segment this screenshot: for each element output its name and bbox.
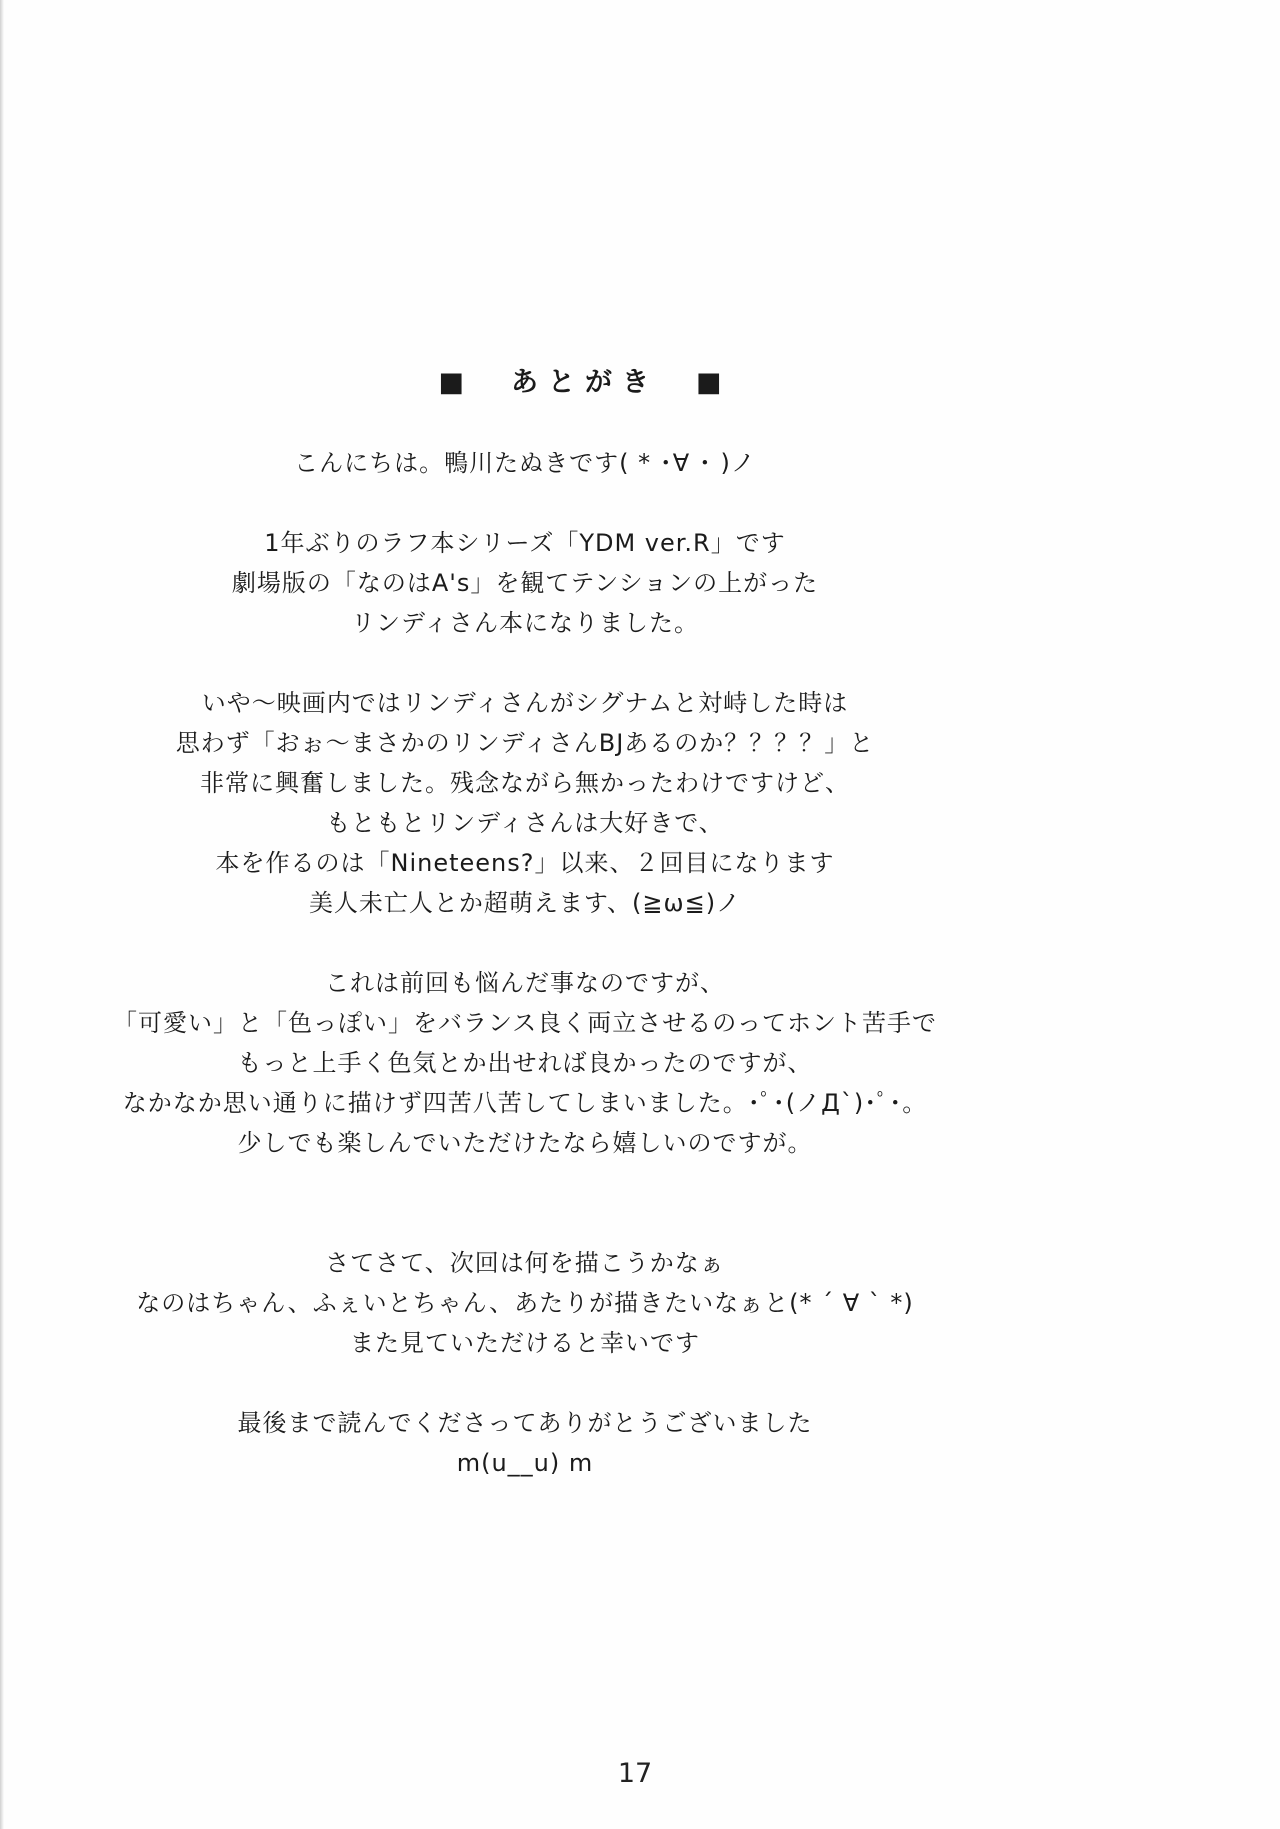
text-line: もっと上手く色気とか出せれば良かったのですが、 (237, 1049, 813, 1077)
text-line: リンディさん本になりました。 (350, 609, 700, 637)
afterword-text (0, 443, 1050, 1483)
text-line: 少しでも楽しんでいただけたなら嬉しいのですが。 (237, 1129, 813, 1157)
text-line: 本を作るのは「Nineteens?」以来、２回目になります (215, 849, 835, 877)
afterword-content (0, 363, 1050, 1483)
text-line: 美人未亡人とか超萌えます、(≧ω≦)ノ (308, 889, 742, 917)
paragraph (0, 683, 1050, 923)
text-line: 最後まで読んでくださってありがとうございました (237, 1409, 813, 1437)
text-line: こんにちは。鴨川たぬきです( * ･∀ ･ )ノ (294, 449, 756, 477)
text-line: なかなか思い通りに描けず四苦八苦してしまいました。･ﾟ･(ノД`)･ﾟ･。 (122, 1089, 928, 1117)
paragraph (0, 443, 1050, 483)
text-line: いや～映画内ではリンディさんがシグナムと対峙した時は (201, 689, 849, 717)
page-title: ■ あとがき ■ (438, 367, 732, 398)
text-line: 劇場版の「なのはA's」を観てテンションの上がった (231, 569, 819, 597)
text-line: 1年ぶりのラフ本シリーズ「YDM ver.R」です (264, 529, 786, 557)
text-line: また見ていただけると幸いです (350, 1329, 700, 1357)
text-line: m(u__u) m (456, 1449, 594, 1477)
text-line: 「可愛い」と「色っぽい」をバランス良く両立させるのってホント苦手で (112, 1009, 938, 1037)
paragraph (0, 523, 1050, 643)
page-number: 17 (617, 1758, 653, 1789)
text-line: なのはちゃん、ふぇいとちゃん、あたりが描きたいなぁと(* ´ ∀ ` *) (136, 1289, 914, 1317)
paragraph (0, 1243, 1050, 1363)
paragraph (0, 963, 1050, 1163)
text-line: 非常に興奮しました。残念ながら無かったわけですけど、 (200, 769, 850, 797)
text-line: これは前回も悩んだ事なのですが、 (325, 969, 725, 997)
text-line: もともとリンディさんは大好きで、 (326, 809, 724, 837)
text-line: 思わず「おぉ～まさかのリンディさんBJあるのか？？？？」と (175, 729, 875, 757)
text-line: さてさて、次回は何を描こうかなぁ (325, 1249, 725, 1277)
paragraph (0, 1403, 1050, 1483)
